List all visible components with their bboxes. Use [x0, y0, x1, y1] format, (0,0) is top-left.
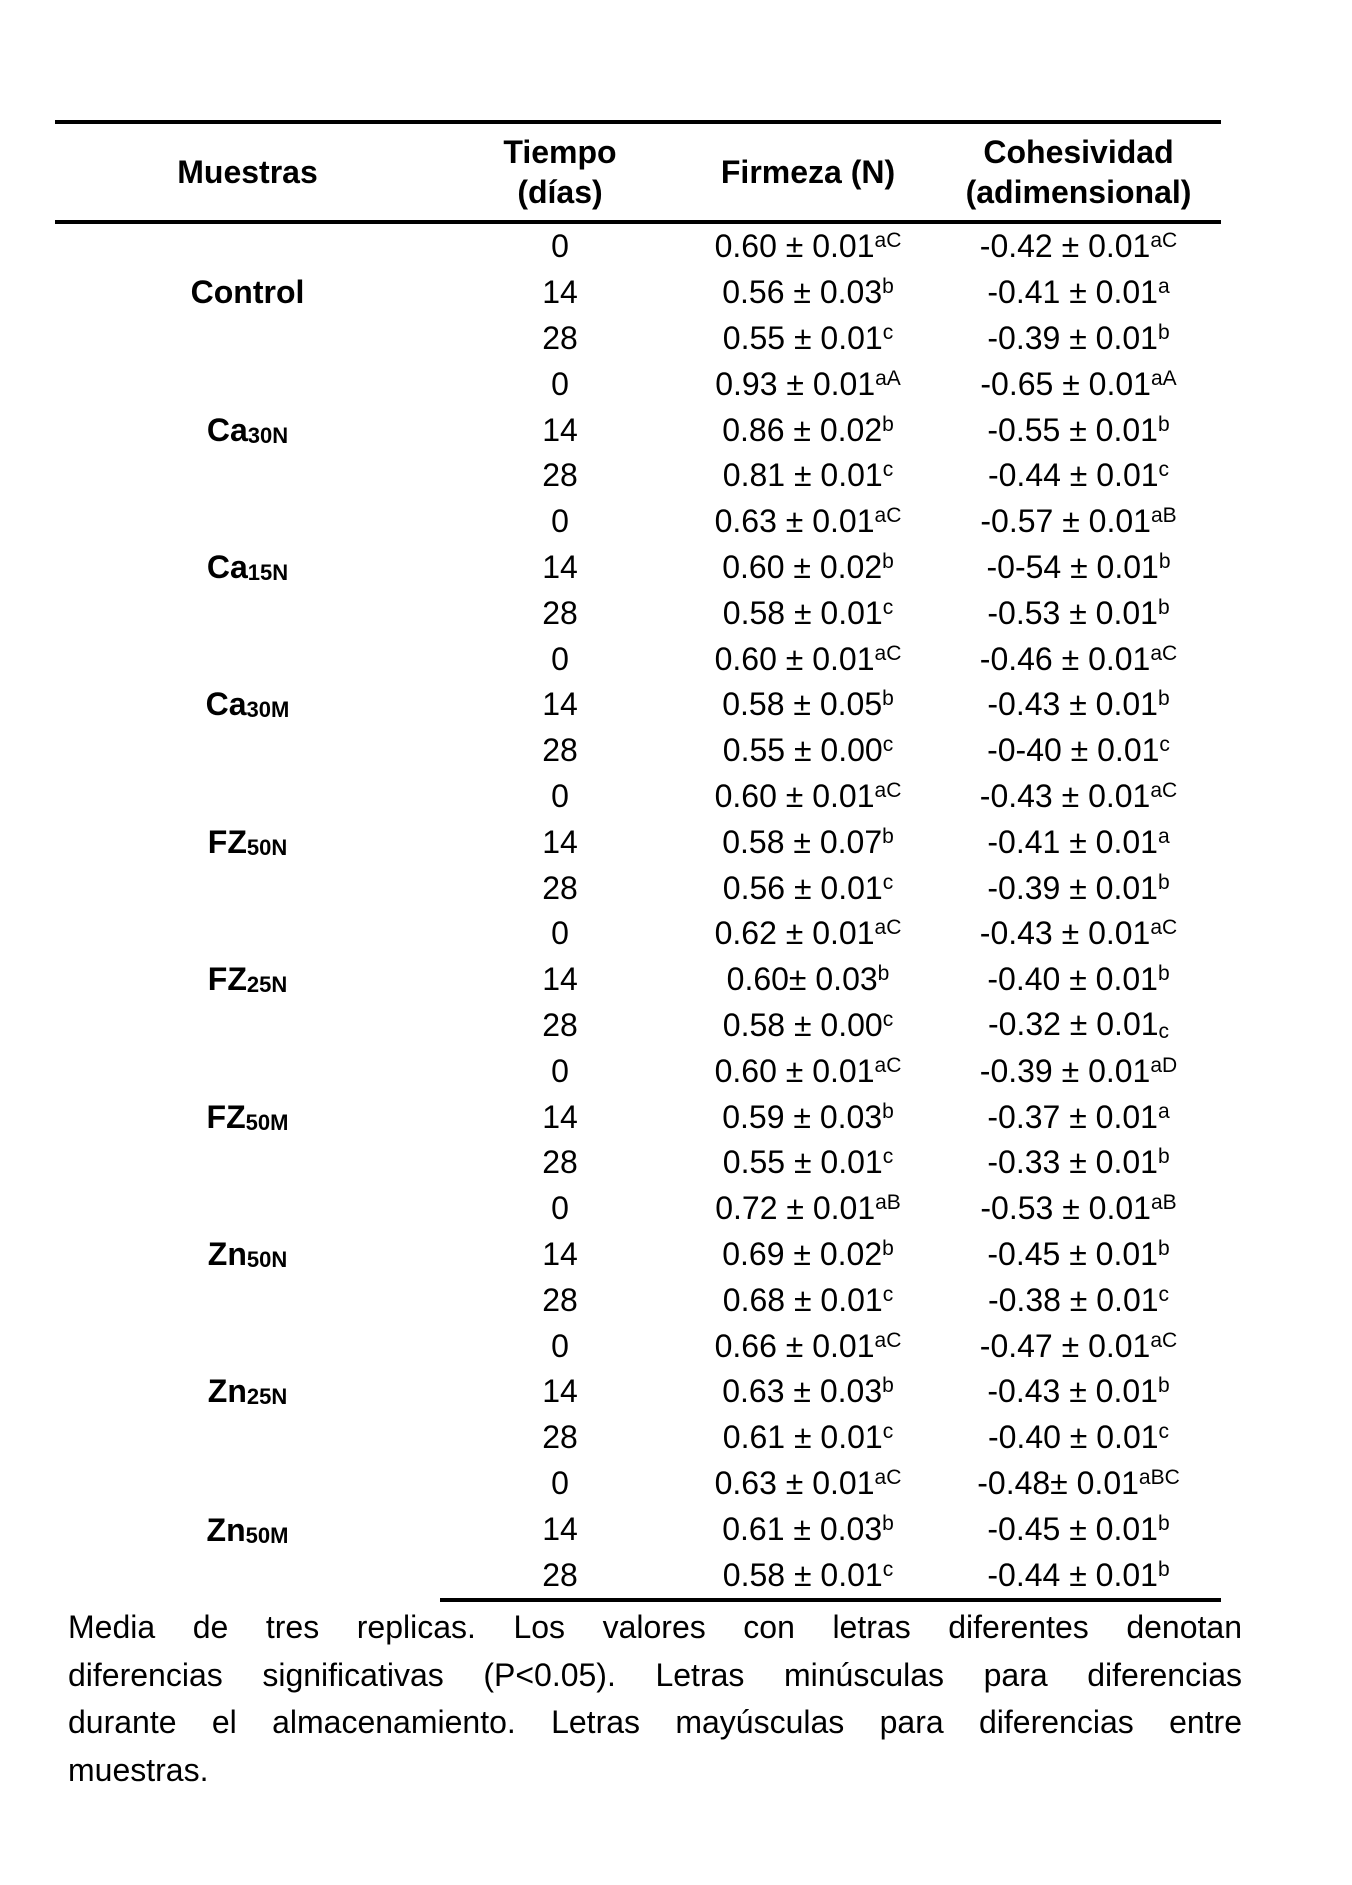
significance-letter: b: [1157, 412, 1170, 436]
firmeza-mean: 0.63 ± 0.01: [714, 503, 875, 540]
firmeza-value: [680, 222, 936, 270]
cohesividad-mean: -0.43 ± 0.01: [979, 777, 1151, 814]
firmeza-mean: 0.61 ± 0.01: [722, 1419, 883, 1456]
cohesividad-value: [936, 774, 1221, 820]
tiempo-value: 28: [542, 1281, 578, 1318]
significance-letter: aC: [874, 1053, 902, 1077]
significance-letter: b: [1157, 1557, 1170, 1581]
tiempo-value: 28: [542, 457, 578, 494]
cohesividad-value: [936, 1277, 1221, 1323]
tiempo-value: 28: [542, 1006, 578, 1043]
cohesividad-value: [936, 1415, 1221, 1461]
significance-letter: b: [882, 824, 894, 848]
firmeza-mean: 0.56 ± 0.03: [722, 274, 883, 311]
cohesividad-mean: -0.53 ± 0.01: [980, 1190, 1151, 1227]
sample-name-base: FZ: [207, 823, 247, 860]
tiempo-value: 28: [542, 732, 578, 769]
firmeza-mean: 0.66 ± 0.01: [714, 1327, 875, 1364]
cohesividad-mean: -0.33 ± 0.01: [987, 1144, 1158, 1181]
significance-letter: aC: [874, 1465, 902, 1489]
significance-letter: b: [1157, 687, 1170, 711]
cohesividad-mean: -0.45 ± 0.01: [987, 1235, 1158, 1272]
significance-letter: a: [1157, 275, 1170, 299]
sample-name: [55, 1323, 440, 1460]
significance-letter: c: [882, 733, 894, 757]
cohesividad-mean: -0.42 ± 0.01: [979, 228, 1151, 265]
column-header-line: Cohesividad: [983, 134, 1174, 170]
cohesividad-value: [936, 222, 1221, 270]
cohesividad-mean: -0.45 ± 0.01: [987, 1510, 1158, 1547]
cohesividad-value: [936, 728, 1221, 774]
footnote-line: diferencias significativas (P<0.05). Letras minúsculas para diferencias: [68, 1656, 1242, 1693]
significance-letter: c: [882, 595, 894, 619]
firmeza-mean: 0.60 ± 0.01: [714, 777, 875, 814]
firmeza-mean: 0.60 ± 0.01: [714, 1052, 875, 1089]
sample-name-subscript: 25N: [246, 1384, 288, 1410]
significance-letter: b: [882, 549, 894, 573]
column-header-line: Tiempo: [503, 134, 617, 170]
cohesividad-value: [936, 819, 1221, 865]
firmeza-value: [680, 1277, 936, 1323]
firmeza-mean: 0.58 ± 0.05: [722, 686, 883, 723]
firmeza-mean: 0.68 ± 0.01: [722, 1281, 883, 1318]
table-row: [55, 1323, 1221, 1369]
firmeza-value: [680, 774, 936, 820]
firmeza-mean: 0.60± 0.03: [726, 961, 878, 998]
column-header-muestras: [55, 122, 440, 222]
significance-letter: b: [882, 1374, 894, 1398]
sample-name-subscript: 50M: [245, 1109, 289, 1135]
sample-name-subscript: 30N: [247, 422, 289, 448]
significance-letter: aC: [874, 1328, 902, 1352]
firmeza-value: [680, 957, 936, 1003]
cohesividad-value: [936, 499, 1221, 545]
significance-letter: b: [1158, 549, 1171, 573]
significance-letter: c: [882, 458, 894, 482]
sample-name: [55, 222, 440, 361]
firmeza-value: [680, 1232, 936, 1278]
firmeza-value: [680, 1461, 936, 1507]
cohesividad-value: [936, 361, 1221, 407]
sample-name-base: Control: [190, 274, 305, 311]
significance-letter: b: [882, 412, 894, 436]
sample-name: [55, 1461, 440, 1600]
cohesividad-mean: -0-54 ± 0.01: [986, 548, 1159, 585]
cohesividad-value: [936, 865, 1221, 911]
significance-letter: aC: [874, 504, 902, 528]
sample-name-base: Zn: [207, 1373, 247, 1410]
sample-name: [55, 361, 440, 498]
sample-name-subscript: 30M: [246, 697, 290, 723]
firmeza-value: [680, 636, 936, 682]
significance-letter: c: [1158, 458, 1170, 482]
significance-letter: aB: [1150, 504, 1177, 528]
significance-letter: aC: [874, 778, 902, 802]
table-row: [55, 499, 1221, 545]
firmeza-mean: 0.55 ± 0.01: [722, 319, 883, 356]
significance-letter: b: [1157, 1374, 1170, 1398]
cohesividad-mean: -0.41 ± 0.01: [987, 274, 1158, 311]
firmeza-value: [680, 270, 936, 316]
cohesividad-value: [936, 682, 1221, 728]
results-table: [55, 120, 1221, 1602]
significance-letter: c: [882, 1420, 894, 1444]
firmeza-value: [680, 728, 936, 774]
cohesividad-mean: -0.65 ± 0.01: [980, 365, 1151, 402]
cohesividad-mean: -0.53 ± 0.01: [987, 594, 1158, 631]
firmeza-mean: 0.58 ± 0.01: [722, 1556, 883, 1593]
significance-letter: aC: [1150, 641, 1178, 665]
significance-letter: aC: [874, 916, 902, 940]
significance-letter: b: [1157, 870, 1170, 894]
significance-letter: c: [882, 320, 894, 344]
firmeza-value: [680, 1552, 936, 1600]
table-row: [55, 222, 1221, 270]
firmeza-value: [680, 1140, 936, 1186]
firmeza-mean: 0.61 ± 0.03: [722, 1510, 883, 1547]
significance-letter: b: [1157, 1236, 1170, 1260]
significance-letter: aB: [1150, 1191, 1177, 1215]
firmeza-value: [680, 1506, 936, 1552]
cohesividad-mean: -0.43 ± 0.01: [987, 686, 1158, 723]
tiempo-value: 14: [542, 1373, 578, 1410]
cohesividad-mean: -0.47 ± 0.01: [979, 1327, 1151, 1364]
table-row: [55, 1461, 1221, 1507]
firmeza-mean: 0.60 ± 0.02: [722, 548, 883, 585]
significance-letter: aD: [1150, 1053, 1178, 1077]
firmeza-value: [680, 361, 936, 407]
tiempo-value: 14: [542, 411, 578, 448]
firmeza-mean: 0.58 ± 0.00: [722, 1006, 883, 1043]
significance-letter: c: [882, 1557, 894, 1581]
significance-letter: b: [1157, 1145, 1170, 1169]
tiempo-value: 14: [542, 1098, 578, 1135]
significance-letter: aA: [875, 366, 901, 390]
tiempo-value: 14: [542, 961, 578, 998]
cohesividad-mean: -0.40 ± 0.01: [987, 1419, 1159, 1456]
table-row: [55, 361, 1221, 407]
firmeza-mean: 0.60 ± 0.01: [714, 228, 875, 265]
cohesividad-mean: -0.48± 0.01: [977, 1464, 1139, 1501]
cohesividad-value: [936, 1140, 1221, 1186]
firmeza-value: [680, 682, 936, 728]
header-row: [55, 122, 1221, 222]
significance-letter: a: [1157, 1099, 1170, 1123]
tiempo-value: 28: [542, 319, 578, 356]
significance-letter: b: [882, 1099, 894, 1123]
significance-letter: aC: [1150, 916, 1178, 940]
cohesividad-value: [936, 1003, 1221, 1049]
cohesividad-mean: -0-40 ± 0.01: [987, 732, 1160, 769]
tiempo-value: 0: [551, 1327, 569, 1364]
tiempo-value: 28: [440, 1552, 680, 1600]
significance-letter: aBC: [1138, 1465, 1180, 1489]
sample-name: [55, 1186, 440, 1323]
firmeza-mean: 0.93 ± 0.01: [715, 365, 876, 402]
significance-letter: c: [1159, 733, 1170, 757]
cohesividad-value: [936, 453, 1221, 499]
firmeza-mean: 0.58 ± 0.07: [722, 823, 883, 860]
cohesividad-mean: -0.57 ± 0.01: [980, 503, 1151, 540]
firmeza-value: [680, 1094, 936, 1140]
tiempo-value: 28: [542, 594, 578, 631]
column-header-line: Firmeza (N): [720, 154, 896, 190]
cohesividad-value: [936, 590, 1221, 636]
table-footnote: [68, 1604, 1242, 1794]
firmeza-mean: 0.62 ± 0.01: [714, 915, 875, 952]
significance-letter: c: [1158, 1020, 1170, 1044]
sample-name: [55, 774, 440, 911]
firmeza-mean: 0.63 ± 0.03: [722, 1373, 883, 1410]
significance-letter: c: [882, 1007, 894, 1031]
cohesividad-value: [936, 1232, 1221, 1278]
significance-letter: b: [1157, 320, 1170, 344]
firmeza-mean: 0.69 ± 0.02: [722, 1235, 883, 1272]
significance-letter: b: [882, 1236, 894, 1260]
tiempo-value: 0: [551, 640, 569, 677]
significance-letter: aC: [1150, 1328, 1178, 1352]
tiempo-value: 28: [542, 869, 578, 906]
table-row: [55, 1186, 1221, 1232]
cohesividad-mean: -0.39 ± 0.01: [987, 869, 1158, 906]
significance-letter: b: [1157, 1511, 1170, 1535]
cohesividad-mean: -0.40 ± 0.01: [987, 961, 1158, 998]
table-row: [55, 636, 1221, 682]
cohesividad-value: [936, 270, 1221, 316]
cohesividad-value: [936, 316, 1221, 362]
sample-name: [55, 636, 440, 773]
tiempo-value: 0: [551, 915, 569, 952]
sample-name-base: FZ: [206, 1098, 246, 1135]
firmeza-mean: 0.55 ± 0.01: [722, 1144, 883, 1181]
cohesividad-value: [936, 1323, 1221, 1369]
firmeza-value: [680, 499, 936, 545]
cohesividad-mean: -0.39 ± 0.01: [987, 319, 1158, 356]
tiempo-value: 0: [551, 228, 569, 265]
significance-letter: b: [1157, 962, 1170, 986]
tiempo-value: 0: [551, 1190, 569, 1227]
firmeza-value: [680, 316, 936, 362]
firmeza-value: [680, 1323, 936, 1369]
cohesividad-mean: -0.43 ± 0.01: [979, 915, 1151, 952]
table-body: [55, 222, 1221, 1600]
sample-name-subscript: 15N: [247, 559, 289, 585]
significance-letter: a: [1157, 824, 1170, 848]
cohesividad-value: [936, 636, 1221, 682]
significance-letter: b: [1157, 595, 1170, 619]
column-header-tiempo: [440, 122, 680, 222]
cohesividad-value: [936, 407, 1221, 453]
firmeza-value: [680, 545, 936, 591]
cohesividad-mean: -0.41 ± 0.01: [987, 823, 1158, 860]
cohesividad-mean: -0.44 ± 0.01: [987, 1556, 1158, 1593]
significance-letter: b: [882, 1511, 894, 1535]
tiempo-value: 14: [542, 1235, 578, 1272]
significance-letter: c: [882, 1282, 894, 1306]
significance-letter: aB: [875, 1191, 901, 1215]
cohesividad-value: [936, 1186, 1221, 1232]
tiempo-value: 14: [542, 274, 578, 311]
firmeza-value: [680, 819, 936, 865]
cohesividad-mean: -0.55 ± 0.01: [987, 411, 1158, 448]
cohesividad-mean: -0.32 ± 0.01: [987, 1006, 1159, 1043]
cohesividad-value: [936, 1506, 1221, 1552]
tiempo-value: 0: [551, 503, 569, 540]
sample-name-subscript: 50M: [245, 1522, 289, 1548]
sample-name-base: Zn: [206, 1511, 246, 1548]
footnote-line: durante el almacenamiento. Letras mayúsculas para diferencias entre: [68, 1704, 1242, 1740]
firmeza-value: [680, 1003, 936, 1049]
firmeza-value: [680, 911, 936, 957]
tiempo-value: 0: [551, 1464, 569, 1501]
firmeza-value: [680, 1369, 936, 1415]
significance-letter: aC: [1150, 778, 1178, 802]
sample-name-base: Zn: [207, 1235, 247, 1272]
firmeza-mean: 0.72 ± 0.01: [715, 1190, 876, 1227]
tiempo-value: 14: [542, 823, 578, 860]
tiempo-value: 14: [542, 1510, 578, 1547]
table-row: [55, 774, 1221, 820]
tiempo-value: 0: [551, 777, 569, 814]
significance-letter: c: [882, 870, 894, 894]
significance-letter: b: [882, 275, 894, 299]
firmeza-mean: 0.56 ± 0.01: [722, 869, 883, 906]
column-header-line: (días): [517, 174, 603, 210]
sample-name-base: Ca: [206, 411, 248, 448]
cohesividad-mean: -0.38 ± 0.01: [987, 1281, 1159, 1318]
sample-name-subscript: 50N: [246, 834, 288, 860]
cohesividad-value: [936, 1552, 1221, 1600]
significance-letter: aC: [874, 641, 902, 665]
significance-letter: c: [1158, 1420, 1170, 1444]
firmeza-mean: 0.58 ± 0.01: [722, 594, 883, 631]
significance-letter: aC: [874, 229, 902, 253]
firmeza-mean: 0.59 ± 0.03: [722, 1098, 883, 1135]
firmeza-value: [680, 1048, 936, 1094]
firmeza-value: [680, 453, 936, 499]
sample-name: [55, 911, 440, 1048]
column-header-line: Muestras: [177, 154, 318, 190]
column-header-firmeza: [680, 122, 936, 222]
cohesividad-mean: -0.39 ± 0.01: [979, 1052, 1151, 1089]
table-row: [55, 1048, 1221, 1094]
tiempo-value: 14: [542, 548, 578, 585]
firmeza-value: [680, 1186, 936, 1232]
cohesividad-value: [936, 1094, 1221, 1140]
significance-letter: b: [877, 962, 890, 986]
sample-name-subscript: 25N: [246, 972, 288, 998]
tiempo-value: 0: [551, 365, 569, 402]
firmeza-value: [680, 865, 936, 911]
table-row: [55, 911, 1221, 957]
cohesividad-mean: -0.37 ± 0.01: [987, 1098, 1158, 1135]
sample-name-subscript: 50N: [246, 1246, 288, 1272]
significance-letter: c: [1158, 1282, 1170, 1306]
tiempo-value: 14: [542, 686, 578, 723]
tiempo-value: 28: [542, 1144, 578, 1181]
significance-letter: aA: [1150, 366, 1177, 390]
sample-name: [55, 499, 440, 636]
significance-letter: aC: [1150, 229, 1178, 253]
significance-letter: c: [882, 1145, 894, 1169]
table-header: [55, 122, 1221, 222]
tiempo-value: 28: [542, 1419, 578, 1456]
cohesividad-value: [936, 545, 1221, 591]
footnote-line: Media de tres replicas. Los valores con letras diferentes denotan: [68, 1609, 1242, 1645]
cohesividad-value: [936, 1048, 1221, 1094]
firmeza-mean: 0.55 ± 0.00: [722, 732, 883, 769]
firmeza-mean: 0.86 ± 0.02: [722, 411, 883, 448]
cohesividad-value: [936, 1369, 1221, 1415]
cohesividad-mean: -0.46 ± 0.01: [979, 640, 1151, 677]
significance-letter: b: [882, 687, 894, 711]
column-header-line: (adimensional): [965, 174, 1192, 210]
cohesividad-value: [936, 957, 1221, 1003]
cohesividad-value: [936, 1461, 1221, 1507]
firmeza-mean: 0.81 ± 0.01: [722, 457, 883, 494]
sample-name-base: Ca: [205, 686, 247, 723]
sample-name: [55, 1048, 440, 1185]
sample-name-base: FZ: [207, 961, 247, 998]
firmeza-mean: 0.63 ± 0.01: [714, 1464, 875, 1501]
firmeza-mean: 0.60 ± 0.01: [714, 640, 875, 677]
column-header-cohesividad: [936, 122, 1221, 222]
firmeza-value: [680, 590, 936, 636]
firmeza-value: [680, 407, 936, 453]
cohesividad-mean: -0.43 ± 0.01: [987, 1373, 1158, 1410]
tiempo-value: 0: [551, 1052, 569, 1089]
cohesividad-value: [936, 911, 1221, 957]
firmeza-value: [680, 1415, 936, 1461]
footnote-line: muestras.: [68, 1751, 209, 1788]
cohesividad-mean: -0.44 ± 0.01: [987, 457, 1159, 494]
sample-name-base: Ca: [206, 548, 248, 585]
